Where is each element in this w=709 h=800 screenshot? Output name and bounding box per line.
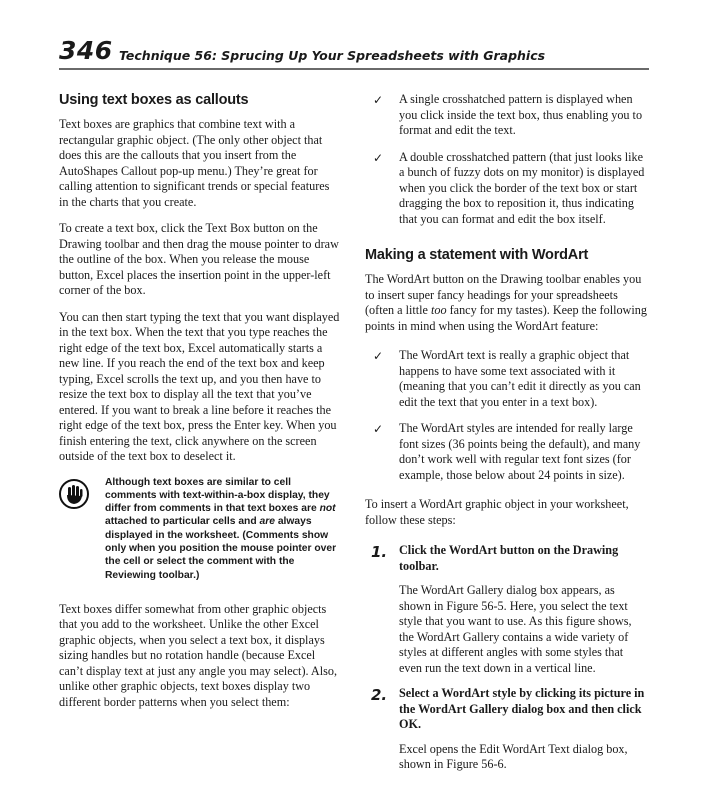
list-item: ✓ A double crosshatched pattern (that just looks like a bunch of fuzzy dots on my monitor) is displayed when you click the border of the text box or start dragging the box to reposition it, thus indicating that you can format and edit the box itself. <box>373 149 645 226</box>
paragraph: The WordArt button on the Drawing toolbar enables you to insert super fancy headings for your spreadsheets (often a little too fancy for my tastes). Keep the following points in mind when using the WordArt feature: <box>365 272 647 333</box>
checkmark-bullet-icon: ✓ <box>373 150 384 165</box>
paragraph: Text boxes differ somewhat from other graphic objects that you add to the worksheet. Unlike the other Excel graphic objects, when you select a text box, it displays sizing handles but no rotation handle (because Excel can’t display text at just any angle you may select). Also, unlike other graphic objects, text boxes display two different border patterns when you select them: <box>59 601 337 709</box>
paragraph: Text boxes are graphics that combine text with a rectangular graphic object. (The only other object that does this are the callouts that you insert from the AutoShapes Callout pop-up menu.) They’re great for calling attention to significant trends or special features in the charts that you create. <box>59 117 330 209</box>
step-item <box>365 686 647 773</box>
chapter-title: Technique 56: Sprucing Up Your Spreadsheets with Graphics <box>119 48 546 63</box>
list-item: ✓ The WordArt styles are intended for really large font sizes (36 points being the default), and many don’t work well with regular text font sizes (for example, those below about 24 points in size). <box>373 421 641 482</box>
step-number: 2. <box>371 686 388 704</box>
paragraph: To create a text box, click the Text Box button on the Drawing toolbar and then drag the mouse pointer to draw the outline of the box. When you release the mouse button, Excel places the insertion point in the upper-left corner of the box. <box>59 221 339 297</box>
right-column <box>365 92 647 783</box>
list-item: ✓ The WordArt text is really a graphic object that happens to have some text associated with it (meaning that you can’t edit it directly as you can edit the text that you enter in a text box). <box>373 348 641 409</box>
paragraph: You can then start typing the text that you want displayed in the text box. When the text that you type reaches the right edge of the text box, Excel automatically starts a new line. If you reach the end of the text box and keep typing, Excel scrolls the text up, and you then have to resize the text box to display all the text that you’ve entered. If you want to break a line before it reaches the right edge of the text box, press the Enter key. When you finish entering the text, click anywhere on the screen outside of the text box to deselect it. <box>59 309 340 463</box>
header-rule <box>59 68 649 70</box>
hand-tip-icon <box>59 478 89 514</box>
section-heading-wordart: Making a statement with WordArt <box>365 247 589 263</box>
checkmark-bullet-icon: ✓ <box>373 422 384 436</box>
checkmark-bullet-icon: ✓ <box>373 93 384 107</box>
paragraph: To insert a WordArt graphic object in your worksheet, follow these steps: <box>365 497 629 527</box>
step-instruction: Click the WordArt button on the Drawing toolbar. <box>399 543 619 573</box>
step-instruction: Select a WordArt style by clicking its picture in the WordArt Gallery dialog box and then click OK. <box>399 686 645 731</box>
step-number: 1. <box>371 543 388 561</box>
page-header <box>59 36 649 70</box>
left-column <box>59 92 341 721</box>
step-item <box>365 543 647 676</box>
step-description: Excel opens the Edit WordArt Text dialog box, shown in Figure 56-6. <box>399 741 628 771</box>
checkmark-bullet-icon: ✓ <box>373 349 384 363</box>
list-item: ✓ A single crosshatched pattern is displayed when you click inside the text box, thus enabling you to format and edit the text. <box>373 92 643 137</box>
page-number: 346 <box>59 36 113 65</box>
tip-note: Although text boxes are similar to cell comments with text-within-a-box display, they differ from comments in that text boxes are not attached to particular cells and are always displayed in the worksheet. (Comments show only when you position the mouse pointer over the cell or select the comment with the Reviewing toolbar.) <box>59 476 341 582</box>
section-heading-text-boxes: Using text boxes as callouts <box>59 92 249 108</box>
step-description: The WordArt Gallery dialog box appears, as shown in Figure 56-5. Here, you select the text style that you want to use. As this figure shows, the WordArt Gallery contains a wide variety of styles at different angles with some styles that even run the text down in a vertical line. <box>399 583 632 675</box>
